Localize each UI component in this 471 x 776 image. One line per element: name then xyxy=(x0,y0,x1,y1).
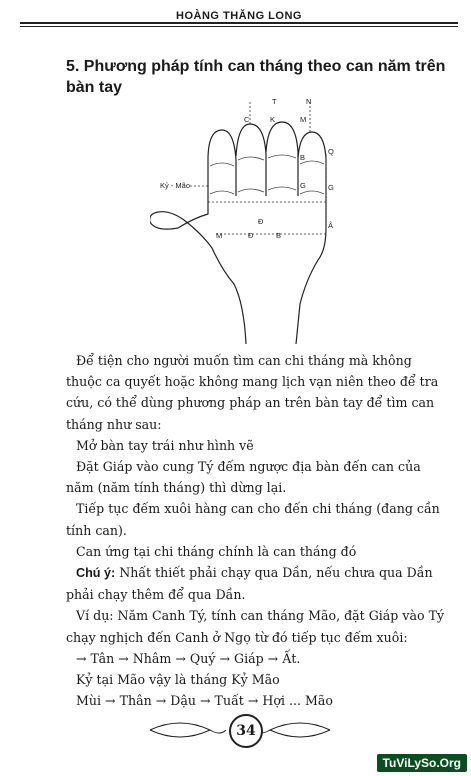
label-M-mid: M xyxy=(216,231,223,240)
label-Q: Q xyxy=(328,147,334,156)
label-B-center: B xyxy=(300,153,306,162)
label-N: N xyxy=(306,97,312,106)
sequence-2: Mùi → Thân → Dậu → Tuất → Hợi ... Mão xyxy=(76,693,333,709)
paragraph-5: Can ứng tại chi tháng chính là can tháng đó xyxy=(76,543,357,559)
paragraph-4: Tiếp tục đếm xuôi hàng can cho đến chi tháng (đang cần tính can). xyxy=(66,501,440,538)
paragraph-1: Để tiện cho người muốn tìm can chi tháng mà không thuộc ca quyết hoặc không mang lịch vạn niên theo để tra cứu, có thể dùng phương pháp an trên bàn tay để tìm can tháng như sau: xyxy=(66,353,439,432)
note-label: Chú ý: xyxy=(76,566,116,581)
page-number: 34 xyxy=(229,714,263,748)
note-text: Nhất thiết phải chạy qua Dần, nếu chưa qua Dần phải chạy thêm để qua Dần. xyxy=(66,565,433,603)
label-ky-mao: Kỷ - Mão xyxy=(160,181,191,190)
label-G-center: G xyxy=(300,181,306,190)
label-B-mid: B xyxy=(276,231,282,240)
label-T: T xyxy=(272,97,277,106)
label-A-right: Â xyxy=(328,221,334,230)
label-G-right: G xyxy=(328,183,334,192)
ky-mao-line: Kỷ tại Mão vậy là tháng Kỷ Mão xyxy=(76,672,280,688)
label-K: K xyxy=(270,115,276,124)
label-C: C xyxy=(244,115,250,124)
sequence-1: → Tân → Nhâm → Quý → Giáp → Ất. xyxy=(76,650,301,666)
label-D-center: Đ xyxy=(258,217,264,226)
body-text xyxy=(66,350,450,711)
note-paragraph xyxy=(66,562,450,605)
example-paragraph: Ví dụ: Năm Canh Tý, tính can tháng Mão, đặt Giáp vào Tý chạy nghịch đến Canh ở Ngọ từ đó tiếp tục đếm xuôi: xyxy=(66,608,445,645)
page-header xyxy=(20,10,458,32)
hand-diagram xyxy=(150,94,380,356)
header-rule-thin xyxy=(20,26,458,27)
paragraph-2: Mở bàn tay trái như hình vẽ xyxy=(76,437,254,453)
watermark: TuViLySo.Org xyxy=(377,754,467,772)
label-D-mid: Đ xyxy=(248,231,254,240)
label-M-top: M xyxy=(300,115,307,124)
section-title: 5. Phương pháp tính can tháng theo can năm trên bàn tay xyxy=(66,58,446,96)
paragraph-3: Đặt Giáp vào cung Tý đếm ngược địa bàn đến can của năm (năm tính tháng) thì dừng lại. xyxy=(66,459,421,496)
header-rule xyxy=(20,22,458,24)
header-title: HOÀNG THĂNG LONG xyxy=(168,10,310,22)
